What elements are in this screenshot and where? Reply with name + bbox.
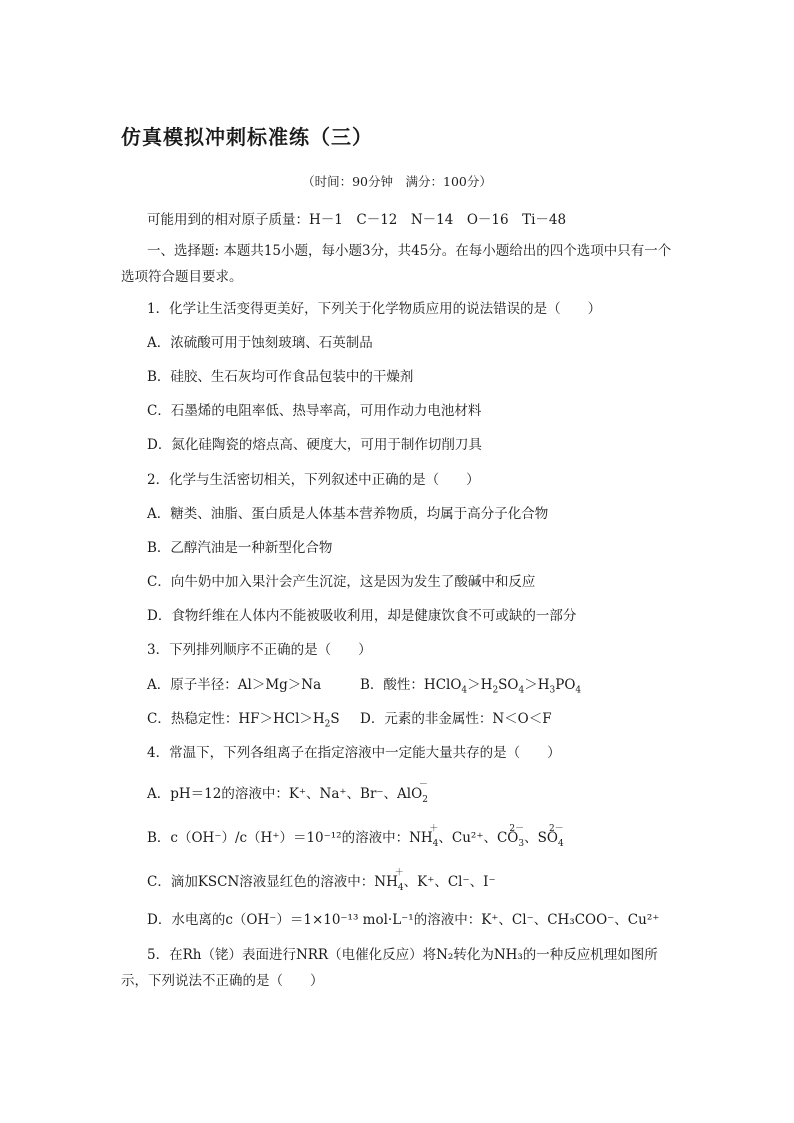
- q1-stem: 1．化学让生活变得更美好，下列关于化学物质应用的说法错误的是（ ）: [147, 301, 602, 317]
- q3-option-a: A．原子半径：Al＞Mg＞Na: [147, 677, 322, 693]
- page-title: 仿真模拟冲刺标准练（三）: [121, 125, 373, 149]
- q1-option-b: B．硅胶、生石灰均可作食品包装中的干燥剂: [147, 369, 414, 385]
- section-instructions: 一、选择题: 本题共15小题，每小题3分，共45分。在每小题给出的四个选项中只有一个选项符合题目要求。: [121, 243, 672, 285]
- q2-option-c: C．向牛奶中加入果汁会产生沉淀，这是因为发生了酸碱中和反应: [147, 574, 536, 590]
- q3-option-d: D．元素的非金属性：N＜O＜F: [360, 711, 552, 727]
- q1-option-c: C．石墨烯的电阻率低、热导率高，可用作动力电池材料: [147, 403, 482, 419]
- q2-option-b: B．乙醇汽油是一种新型化合物: [147, 540, 333, 556]
- q4-option-c: C．滴加KSCN溶液显红色的溶液中：NH ＋ $_4$、K⁺、Cl⁻、I⁻: [147, 868, 496, 893]
- q4-option-a: A．pH＝12的溶液中：K⁺、Na⁺、Br⁻、AlO － $_2$: [147, 780, 428, 805]
- q2-option-d: D．食物纤维在人体内不能被吸收利用，却是健康饮食不可或缺的一部分: [147, 608, 577, 624]
- atomic-masses: 可能用到的相对原子质量：H－1 C－12 N－14 O－16 Ti－48: [147, 212, 567, 228]
- q1-option-a: A．浓硫酸可用于蚀刻玻璃、石英制品: [147, 335, 373, 351]
- q4-option-b: B．c（OH⁻）/c（H⁺）＝10⁻¹²的溶液中：NH ＋ $_4$、Cu²⁺、CO 2－ $_3$、SO 2－ $_4$: [147, 824, 564, 849]
- q1-option-d: D．氮化硅陶瓷的熔点高、硬度大，可用于制作切削刀具: [147, 437, 482, 453]
- q3-stem: 3．下列排列顺序不正确的是（ ）: [147, 642, 372, 658]
- q2-stem: 2．化学与生活密切相关，下列叙述中正确的是（ ）: [147, 472, 480, 488]
- q3-option-c: C．热稳定性：$HF>HCl>H_2S$: [147, 711, 340, 730]
- q3-option-b: B．酸性：$HClO_4>H_2SO_4>H_3PO_4$: [360, 677, 582, 696]
- q2-option-a: A．糖类、油脂、蛋白质是人体基本营养物质，均属于高分子化合物: [147, 506, 549, 522]
- q5-stem: 5．在Rh（铑）表面进行NRR（电催化反应）将N₂转化为NH₃的一种反应机理如图所示，下列说法不正确的是（ ）: [121, 947, 658, 989]
- q4-stem: 4．常温下，下列各组离子在指定溶液中一定能大量共存的是（ ）: [147, 745, 561, 761]
- q4-option-d: D．水电离的c（OH⁻）＝1×10⁻¹³ mol·L⁻¹的溶液中：K⁺、Cl⁻、CH₃COO⁻、Cu²⁺: [147, 912, 660, 928]
- exam-meta: （时间：90分钟 满分：100分）: [302, 174, 492, 189]
